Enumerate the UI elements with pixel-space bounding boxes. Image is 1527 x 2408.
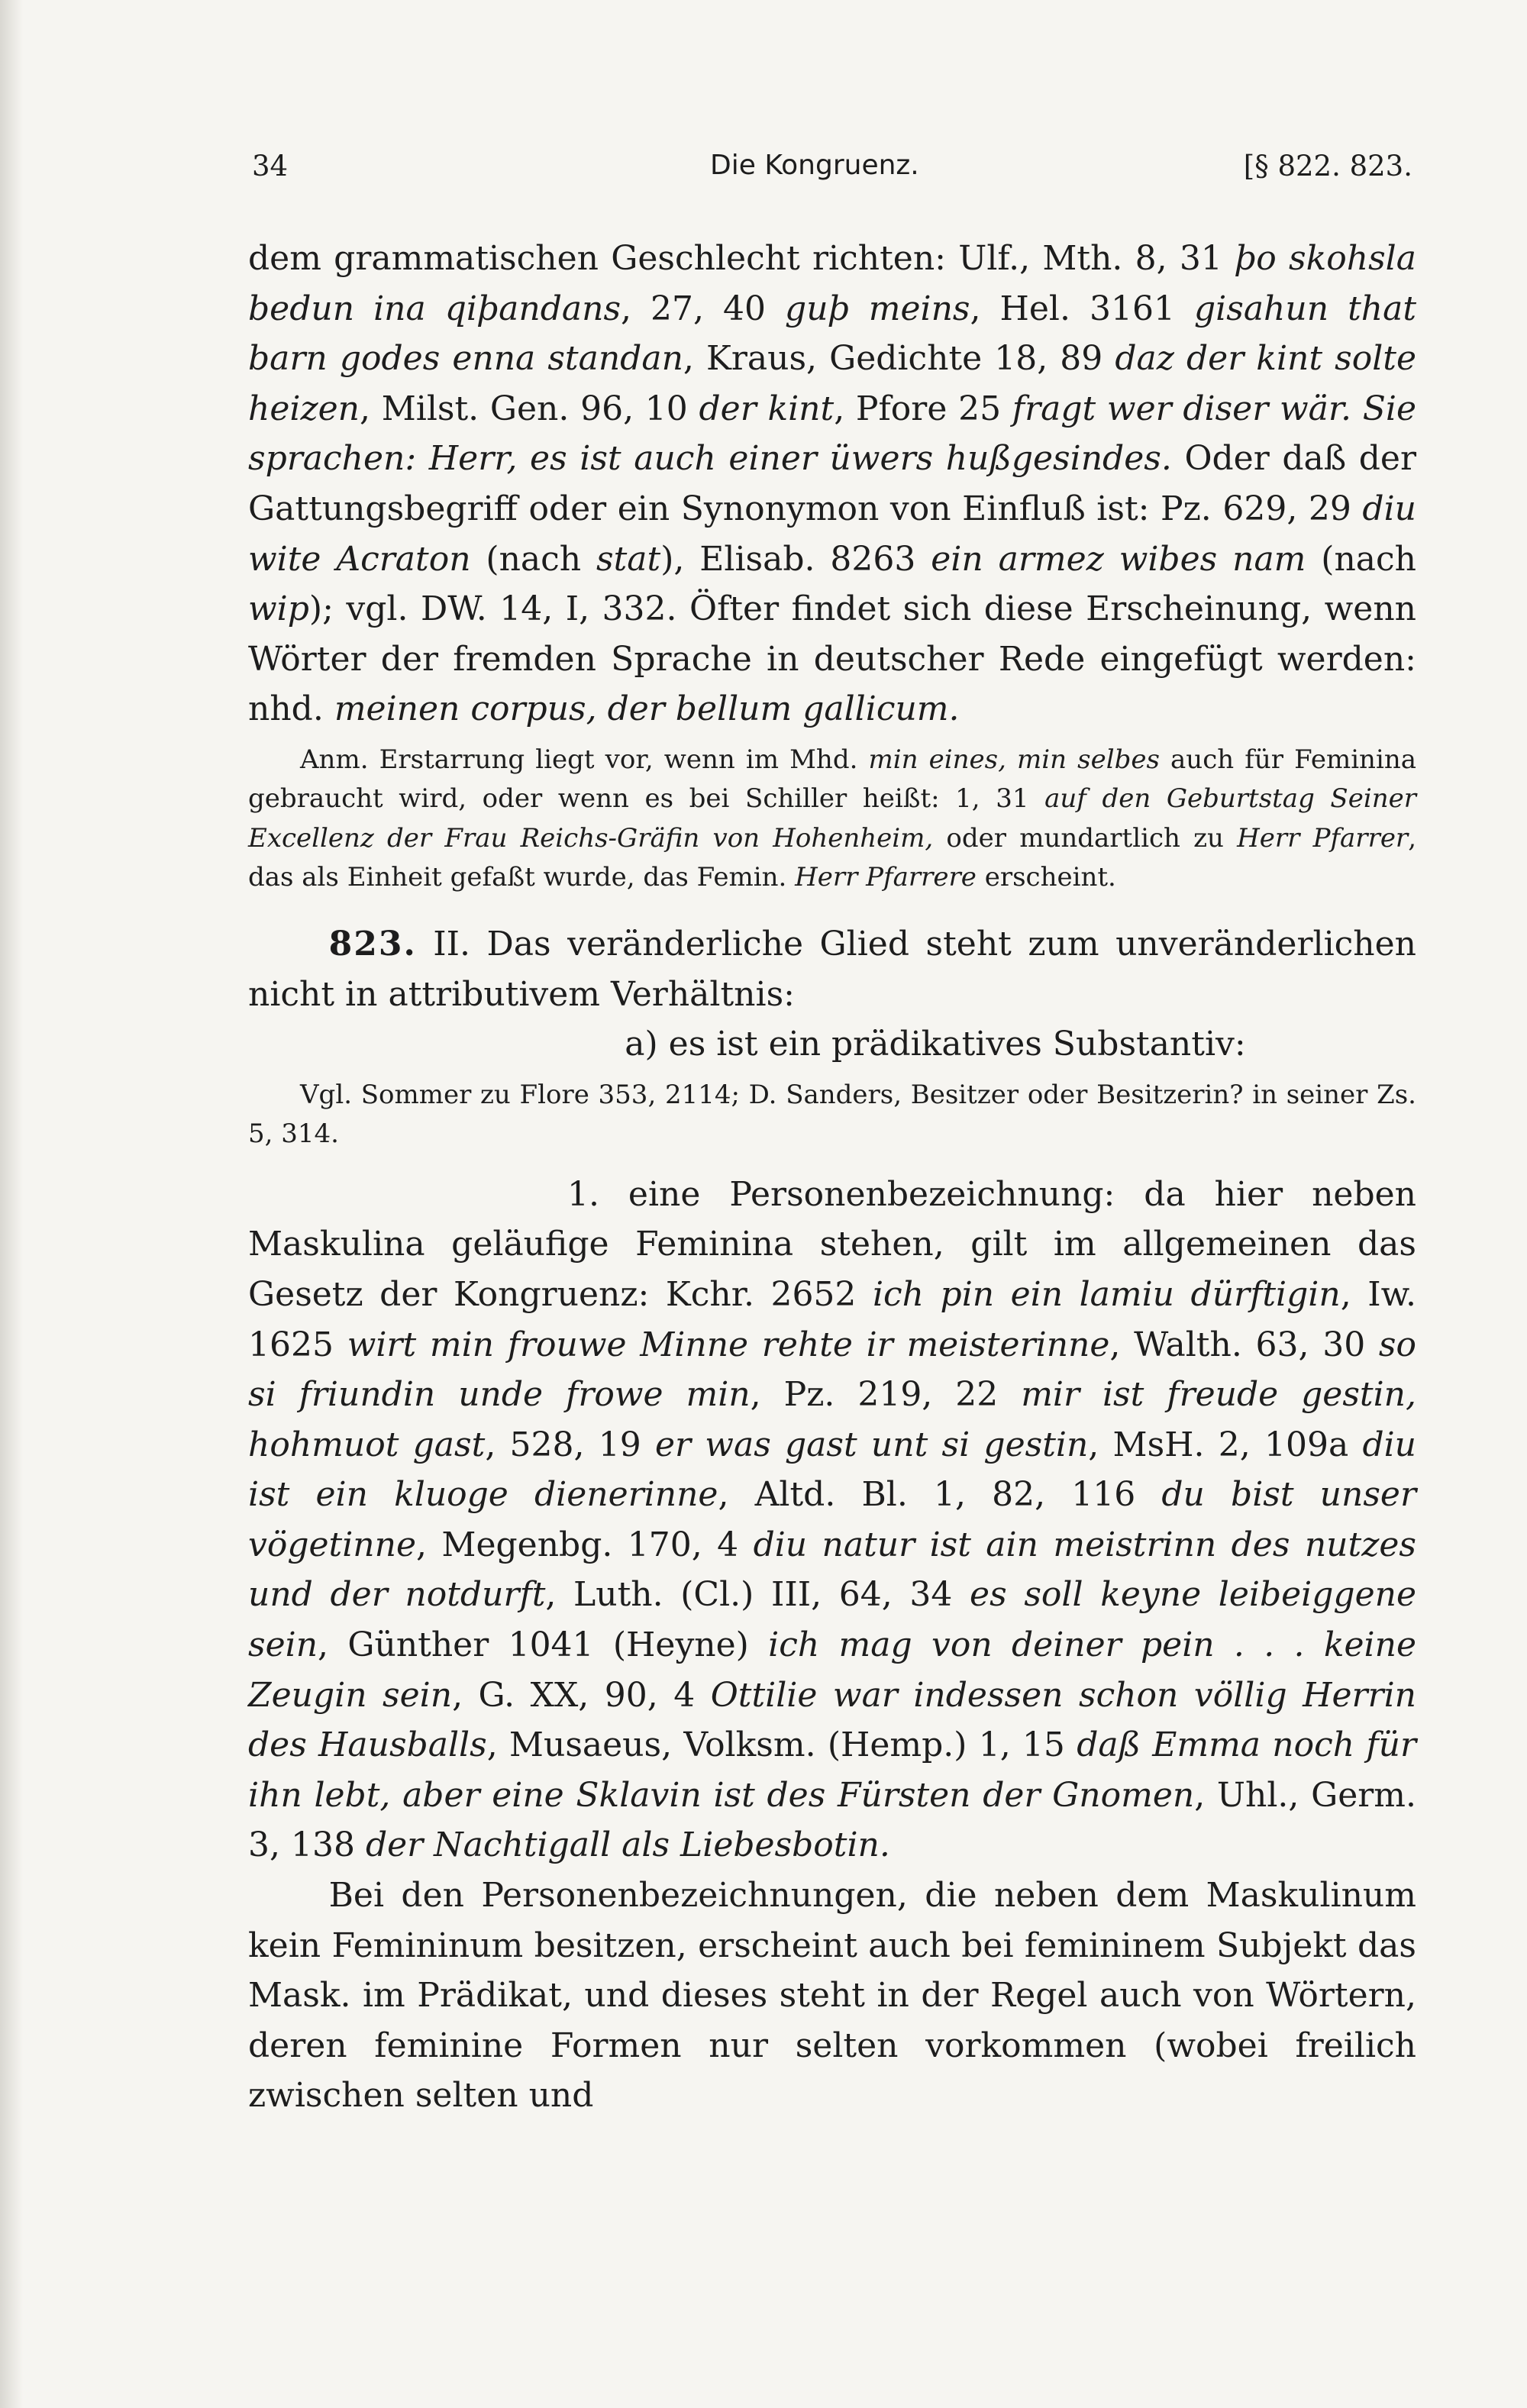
italic-citation: ich mag von deiner pein . . . keine Zeugin sein — [248, 1625, 1416, 1715]
text-run: , G. XX, 90, 4 — [452, 1675, 711, 1715]
italic-citation: min eines, min selbes — [868, 744, 1160, 775]
text-run: Vgl. Sommer zu Flore 353, 2114; D. Sanders, Besitzer oder Besitzerin? in seiner Zs. 5, 314. — [248, 1079, 1416, 1150]
page-number: 34 — [252, 150, 289, 182]
italic-citation: stat — [596, 539, 661, 579]
text-run: (nach — [1306, 539, 1417, 579]
text-run: erscheint. — [976, 862, 1116, 893]
text-run: , Uhl., Germ. 3, 138 — [248, 1775, 1416, 1865]
text-run: , Pz. 219, 22 — [750, 1375, 1022, 1415]
italic-citation: es soll keyne leibeiggene sein — [248, 1575, 1416, 1665]
section-823-intro — [248, 919, 1416, 1019]
italic-citation: wip — [248, 589, 309, 629]
section-823-text — [248, 925, 1416, 1014]
subheading-a: a) es ist ein prädikatives Substantiv: — [625, 1025, 1246, 1064]
italic-citation: gisahun that barn godes enna standan — [248, 289, 1417, 379]
text-run: , Milst. Gen. 96, 10 — [360, 389, 699, 428]
text-run: auch für Feminina gebraucht wird, oder wenn es bei Schiller heißt: 1, 31 — [248, 744, 1417, 815]
text-run: , das als Einheit gefaßt wurde, das Femin. — [248, 822, 1417, 893]
paragraph-maskulinum — [248, 1871, 1416, 2121]
italic-citation: meinen corpus, der bellum gallicum. — [334, 689, 960, 729]
text-run: , Günther 1041 (Heyne) — [318, 1625, 769, 1665]
italic-citation: diu natur ist ain meistrinn des nutzes und der notdurft — [248, 1525, 1416, 1615]
italic-citation: ich pin ein lamiu dürftigin — [872, 1274, 1341, 1314]
italic-citation: diu wite Acraton — [248, 489, 1416, 579]
text-run: , 528, 19 — [485, 1425, 655, 1464]
italic-citation: auf den Geburtstag Seiner Excellenz der Frau Reichs-Gräfin von Hohenheim, — [248, 783, 1416, 854]
italic-citation: Herr Pfarrer — [1237, 822, 1409, 854]
text-run: , Walth. 63, 30 — [1109, 1325, 1379, 1364]
italic-citation: so si friundin unde frowe min — [248, 1325, 1416, 1415]
italic-citation: wirt min frouwe Minne rehte ir meisterinne — [347, 1325, 1110, 1364]
text-run: ); vgl. DW. 14, I, 332. Öfter findet sich diese Erscheinung, wenn Wörter der fremden Sprache in deutscher Rede eingefügt werden: nhd. — [248, 589, 1416, 729]
running-header — [252, 150, 1412, 195]
page-edge-shadow — [0, 0, 23, 2408]
text-run: (nach — [470, 539, 597, 579]
italic-citation: mir ist freude gestin, hohmuot gast — [248, 1375, 1416, 1464]
text-run: , Hel. 3161 — [970, 289, 1194, 328]
italic-citation: du bist unser vögetinne — [248, 1475, 1417, 1564]
section-reference: [§ 822. 823. — [1243, 150, 1412, 182]
text-run: , Musaeus, Volksm. (Hemp.) 1, 15 — [486, 1725, 1077, 1765]
paragraph-personenbezeichnung — [248, 1170, 1416, 1871]
text-run: ), Elisab. 8263 — [660, 539, 931, 579]
text-run: Bei den Personenbezeichnungen, die neben dem Maskulinum kein Femininum besitzen, erscheint auch bei femininem Subjekt das Mask. im Prädikat, und dieses steht in der Regel auch von Wörtern, deren feminine Formen nur selten vorkommen (wobei freilich zwischen selten und — [248, 1876, 1416, 2116]
italic-citation: Herr Pfarrere — [795, 862, 977, 893]
italic-citation: daß Emma noch für ihn lebt, aber eine Sklavin ist des Fürsten der Gnomen — [248, 1725, 1416, 1815]
italic-citation: fragt wer diser wär. Sie sprachen: Herr, es ist auch einer üwers hußgesindes. — [248, 389, 1417, 479]
italic-citation: der kint — [699, 389, 835, 428]
text-run: Oder daß der Gattungsbegriff oder ein Synonymon von Einfluß ist: Pz. 629, 29 — [248, 439, 1417, 528]
running-title: Die Kongruenz. — [710, 150, 919, 181]
italic-citation: Ottilie war indessen schon völlig Herrin des Hausballs — [248, 1675, 1416, 1765]
text-run: 1. eine Personenbezeichnung: da hier neben Maskulina geläufige Feminina stehen, gilt im allgemeinen das Gesetz der Kongruenz: Kchr. 2652 — [248, 1174, 1416, 1314]
italic-citation: daz der kint solte heizen — [248, 339, 1416, 428]
italic-citation: er was gast unt si gestin — [654, 1425, 1089, 1464]
italic-citation: ein armez wibes nam — [931, 539, 1306, 579]
text-run: , Altd. Bl. 1, 82, 116 — [718, 1475, 1162, 1515]
reference-note — [248, 1076, 1416, 1154]
section-number: 823. — [328, 924, 417, 964]
italic-citation: diu ist ein kluoge dienerinne — [248, 1425, 1417, 1515]
page-body — [248, 234, 1416, 2121]
text-run: , 27, 40 — [621, 289, 786, 328]
annotation-note — [248, 741, 1416, 898]
text-run: Anm. Erstarrung liegt vor, wenn im Mhd. — [300, 744, 869, 775]
text-run: , Megenbg. 170, 4 — [416, 1525, 754, 1564]
italic-citation: guþ meins — [785, 289, 970, 328]
text-run: , MsH. 2, 109a — [1088, 1425, 1363, 1464]
text-run: , Iw. 1625 — [248, 1274, 1416, 1364]
text-run: , Pfore 25 — [834, 389, 1012, 428]
text-run: , Luth. (Cl.) III, 64, 34 — [545, 1575, 970, 1615]
italic-citation: þo skohsla bedun ina qiþandans — [248, 239, 1416, 328]
text-run: oder mundartlich zu — [933, 822, 1238, 854]
text-run: II. Das veränderliche Glied steht zum unveränderlichen nicht in attributivem Verhältnis: — [248, 924, 1416, 1014]
text-run: dem grammatischen Geschlecht richten: Ulf., Mth. 8, 31 — [248, 239, 1235, 278]
paragraph-continuation — [248, 234, 1416, 734]
italic-citation: der Nachtigall als Liebesbotin. — [365, 1825, 890, 1865]
text-run: , Kraus, Gedichte 18, 89 — [683, 339, 1115, 379]
